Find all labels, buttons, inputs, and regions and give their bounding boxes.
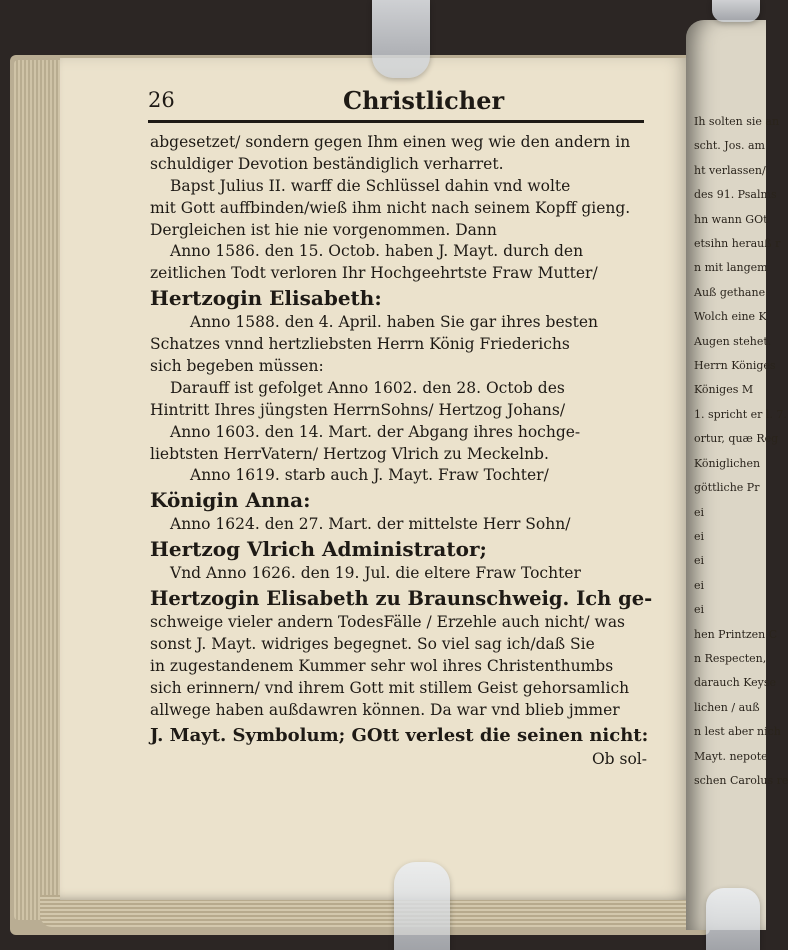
text-line: mit Gott auffbinden/wieß ihm nicht nach seinem Kopff gieng. [150, 198, 631, 217]
facing-page-line: hen Printzen C [694, 627, 778, 641]
running-head: Christlicher [343, 86, 505, 115]
text-line: Anno 1603. den 14. Mart. der Abgang ihres hochge- [170, 422, 581, 441]
page-clip-bottom [394, 862, 450, 950]
text-line: schweige vieler andern TodesFälle / Erzehle auch nicht/ was [150, 613, 626, 632]
facing-page-line: ei [694, 554, 705, 568]
facing-page-line: ei [694, 578, 705, 592]
facing-page-line: n lest aber nich [694, 725, 781, 739]
text-line: Anno 1586. den 15. Octob. haben J. Mayt. durch den [170, 242, 584, 261]
facing-page-line: Ih solten sie an [694, 115, 780, 128]
facing-page-line: Herrn Königes [694, 359, 776, 373]
facing-page-line: Auß gethane [694, 285, 766, 299]
text-line: schuldiger Devotion beständiglich verharret. [150, 154, 504, 173]
text-line: Schatzes vnnd hertzliebsten Herrn König Friederichs [150, 335, 570, 354]
facing-page-line: Wolch eine K [694, 310, 767, 324]
text-line: sich erinnern/ vnd ihrem Gott mit stillem Geist gehorsamlich [150, 678, 630, 697]
facing-page-line: schen Carolus re [694, 773, 788, 787]
facing-page-line: Augen stehet. [694, 334, 772, 348]
text-line: Vnd Anno 1626. den 19. Jul. die eltere Fraw Tochter [170, 564, 581, 583]
text-line: Hertzogin Elisabeth: [150, 286, 382, 311]
facing-page-line: ht verlassen/ [694, 163, 766, 177]
text-line: Anno 1588. den 4. April. haben Sie gar ihres besten [190, 313, 598, 332]
text-line: Hertzogin Elisabeth zu Braunschweig. Ich ge- [150, 587, 653, 611]
facing-page-line: ei [694, 505, 705, 519]
text-line: J. Mayt. Symbolum; GOtt verlest die seinen nicht: [150, 724, 649, 746]
facing-page-line: n Respecten, [694, 651, 767, 665]
facing-page-line: scht. Jos. am [694, 139, 765, 153]
text-line: sich begeben müssen: [150, 357, 324, 376]
text-line: liebtsten HerrVatern/ Hertzog Vlrich zu Meckelnb. [150, 444, 549, 463]
text-line: Bapst Julius II. warff die Schlüssel dahin vnd wolte [170, 176, 571, 195]
facing-page-line: ortur, quæ Reg [694, 432, 779, 446]
page-header [148, 88, 658, 124]
text-line: allwege haben außdawren können. Da war vnd blieb jmmer [150, 700, 620, 719]
text-line: sonst J. Mayt. widriges begegnet. So viel sag ich/daß Sie [150, 635, 595, 654]
header-rule [148, 120, 644, 123]
text-line: in zugestandenem Kummer sehr wol ihres Christenthumbs [150, 656, 614, 675]
text-line: Ob sol- [591, 749, 647, 768]
facing-page-line: Mayt. nepote [694, 749, 768, 763]
page-stack-edge [14, 60, 64, 920]
text-line: Hertzog Vlrich Administrator; [150, 537, 487, 562]
facing-page [686, 20, 788, 930]
body-text [150, 132, 655, 770]
facing-page-line: hn wann GOt [694, 212, 768, 226]
facing-page-line: 1. spricht er l. 7. [694, 407, 787, 421]
facing-page-line: ei [694, 529, 705, 543]
facing-page-line: etsihn herauß r [694, 237, 781, 251]
facing-page-line: Königlichen [694, 456, 761, 470]
facing-page-line: lichen / auß [694, 700, 760, 714]
facing-page-line: ei [694, 603, 705, 617]
page-clip-right-bottom [706, 888, 760, 950]
page-clip-right-top [712, 0, 760, 22]
text-line: Darauff ist gefolget Anno 1602. den 28. Octob des [170, 378, 565, 397]
facing-page-line: Königes M [694, 383, 754, 397]
text-line: abgesetzet/ sondern gegen Ihm einen weg wie den andern in [150, 133, 631, 151]
page-number: 26 [148, 88, 175, 112]
text-line: Anno 1619. starb auch J. Mayt. Fraw Tochter/ [190, 466, 549, 485]
facing-page-line: göttliche Pr [694, 481, 760, 495]
text-line: Anno 1624. den 27. Mart. der mittelste Herr Sohn/ [170, 515, 571, 534]
facing-page-line: darauch Keyse [694, 676, 777, 690]
facing-page-line: n mit langem [694, 261, 768, 275]
text-line: Dergleichen ist hie nie vorgenommen. Dann [150, 220, 497, 239]
page-clip-top [372, 0, 430, 78]
facing-page-text [694, 110, 788, 793]
text-line: Hintritt Ihres jüngsten HerrnSohns/ Hertzog Johans/ [150, 400, 566, 419]
text-line: Königin Anna: [150, 488, 311, 513]
facing-page-line: des 91. Psalms [694, 188, 777, 202]
text-line: zeitlichen Todt verloren Ihr Hochgeehrtste Fraw Mutter/ [150, 264, 598, 283]
